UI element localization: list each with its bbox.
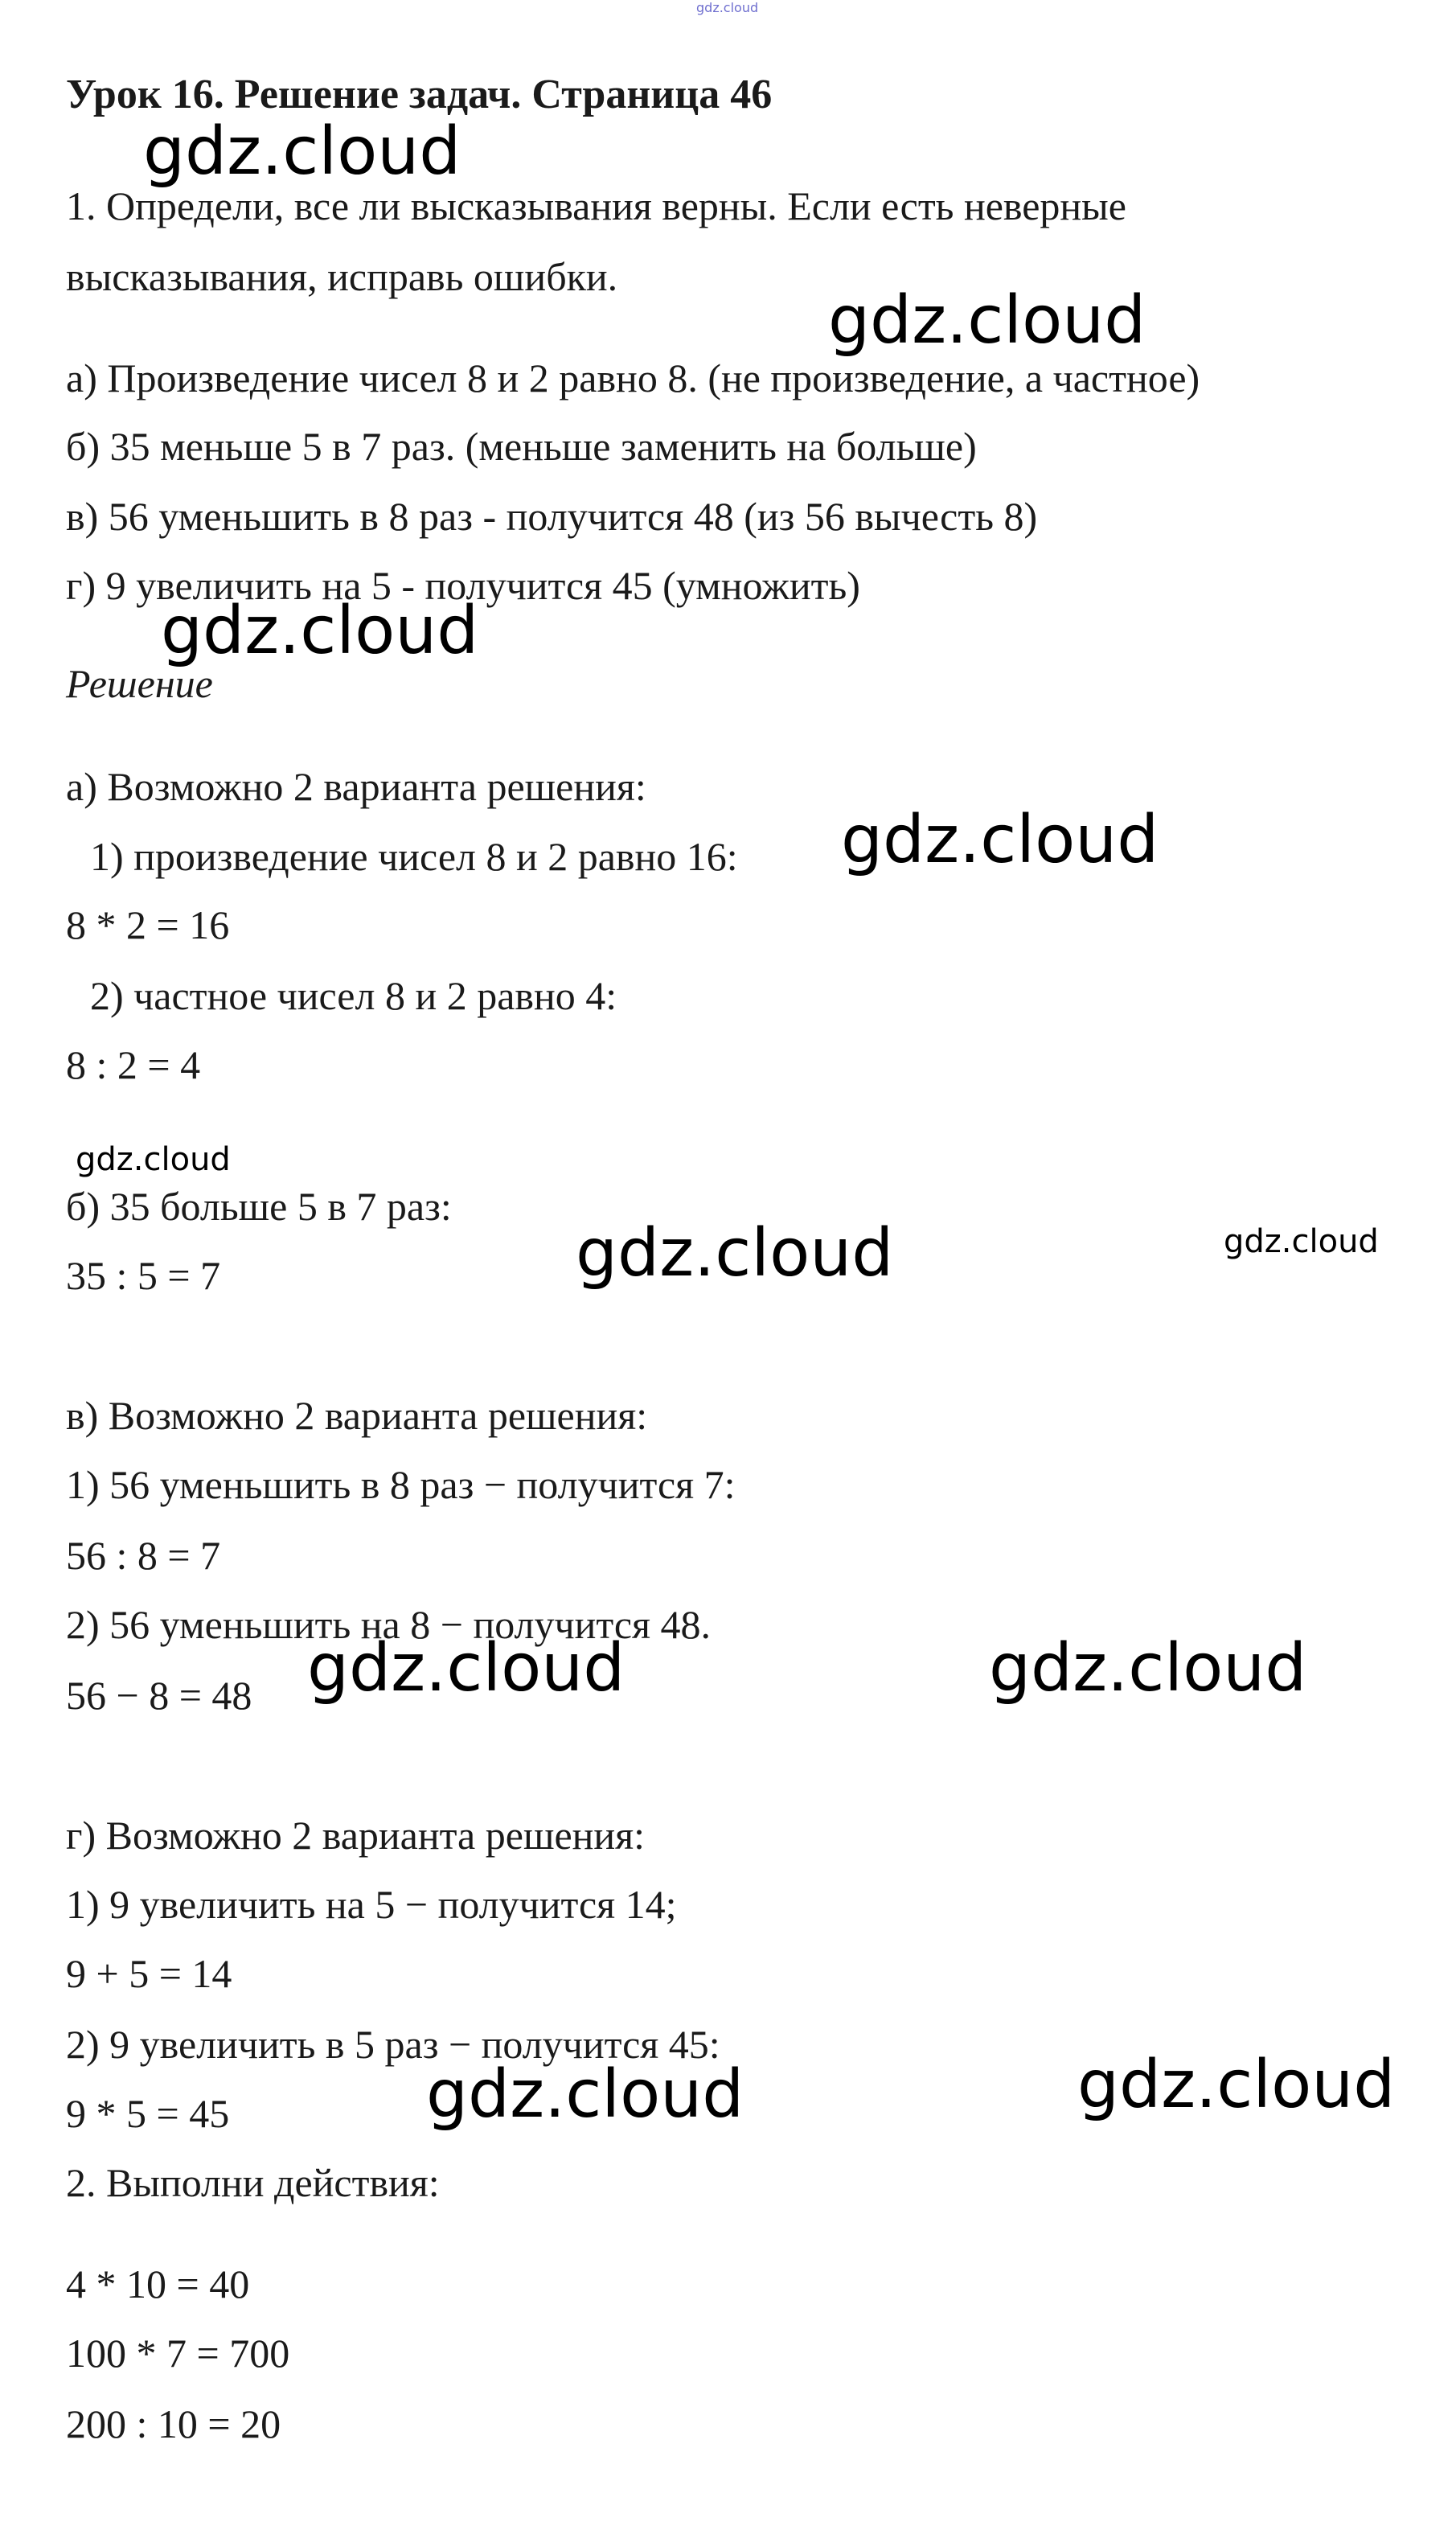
solution-v-intro: в) Возможно 2 варианта решения:	[66, 1393, 648, 1438]
watermark: gdz.cloud	[576, 1215, 894, 1292]
task2-question: 2. Выполни действия:	[66, 2160, 440, 2205]
watermark: gdz.cloud	[426, 2056, 744, 2133]
solution-a2-equation: 8 : 2 = 4	[66, 1042, 201, 1087]
watermark: gdz.cloud	[841, 802, 1159, 878]
task1-question-line2: высказывания, исправь ошибки.	[66, 254, 618, 299]
solution-a1-equation: 8 * 2 = 16	[66, 902, 230, 947]
page-title: Урок 16. Решение задач. Страница 46	[66, 72, 773, 117]
solution-v1: 1) 56 уменьшить в 8 раз − получится 7:	[66, 1462, 736, 1507]
solution-b-intro: б) 35 больше 5 в 7 раз:	[66, 1184, 452, 1229]
watermark: gdz.cloud	[1224, 1223, 1379, 1260]
statement-g: г) 9 увеличить на 5 - получится 45 (умножить)	[66, 563, 860, 608]
watermark: gdz.cloud	[143, 113, 461, 190]
watermark: gdz.cloud	[161, 593, 479, 669]
task1-question-line1: 1. Определи, все ли высказывания верны. Если есть неверные	[66, 183, 1126, 228]
statement-a: а) Произведение чисел 8 и 2 равно 8. (не произведение, а частное)	[66, 355, 1200, 400]
solution-a2: 2) частное чисел 8 и 2 равно 4:	[90, 973, 617, 1018]
watermark: gdz.cloud	[307, 1630, 625, 1707]
solution-g-intro: г) Возможно 2 варианта решения:	[66, 1813, 646, 1858]
solution-label: Решение	[66, 661, 213, 706]
watermark: gdz.cloud	[828, 282, 1146, 359]
solution-g1: 1) 9 увеличить на 5 − получится 14;	[66, 1882, 677, 1927]
watermark: gdz.cloud	[76, 1141, 231, 1178]
task2-equation-3: 200 : 10 = 20	[66, 2401, 281, 2446]
solution-v2: 2) 56 уменьшить на 8 − получится 48.	[66, 1602, 712, 1647]
task2-equation-2: 100 * 7 = 700	[66, 2331, 290, 2376]
solution-g2-equation: 9 * 5 = 45	[66, 2091, 230, 2136]
solution-v2-equation: 56 − 8 = 48	[66, 1673, 252, 1718]
header-watermark: gdz.cloud	[696, 0, 759, 15]
solution-b-equation: 35 : 5 = 7	[66, 1253, 221, 1298]
solution-a-intro: а) Возможно 2 варианта решения:	[66, 764, 646, 809]
watermark: gdz.cloud	[989, 1630, 1307, 1707]
solution-a1: 1) произведение чисел 8 и 2 равно 16:	[90, 834, 738, 879]
statement-v: в) 56 уменьшить в 8 раз - получится 48 (из 56 вычесть 8)	[66, 494, 1038, 539]
task2-equation-1: 4 * 10 = 40	[66, 2261, 250, 2306]
solution-g2: 2) 9 увеличить в 5 раз − получится 45:	[66, 2022, 720, 2067]
watermark: gdz.cloud	[1077, 2047, 1396, 2123]
solution-v1-equation: 56 : 8 = 7	[66, 1533, 221, 1578]
solution-g1-equation: 9 + 5 = 14	[66, 1951, 232, 1996]
statement-b: б) 35 меньше 5 в 7 раз. (меньше заменить на больше)	[66, 424, 977, 469]
